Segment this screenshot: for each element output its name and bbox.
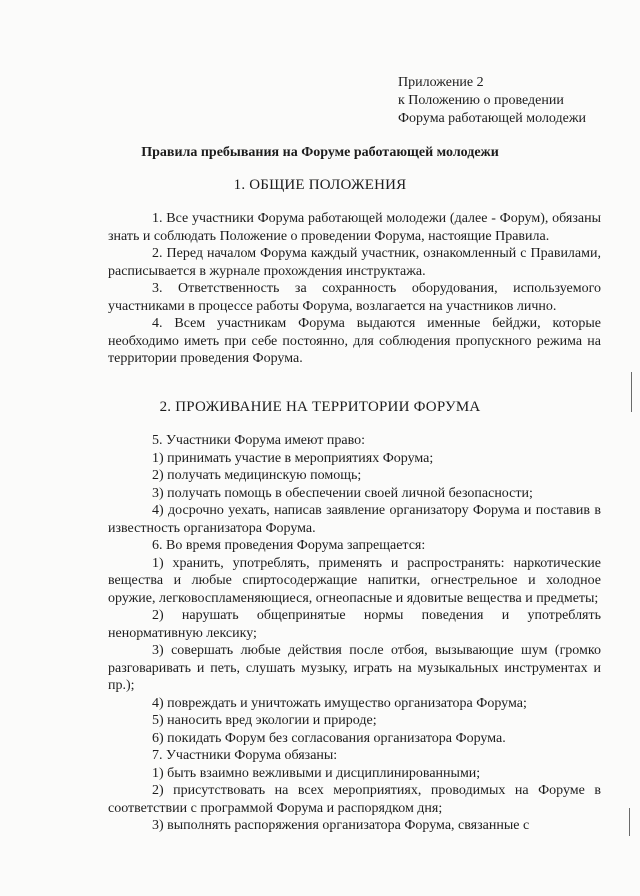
paragraph: 3. Ответственность за сохранность оборудования, используемого участниками в процессе работы Форума, возлагается на участников лично. <box>108 281 601 314</box>
appendix-block <box>398 74 586 128</box>
paragraph: 2. Перед началом Форума каждый участник, ознакомленный с Правилами, расписывается в журнале прохождения инструктажа. <box>108 246 601 279</box>
paragraph: 5) наносить вред экологии и природе; <box>152 713 377 728</box>
paragraph: 6. Во время проведения Форума запрещается: <box>152 538 426 553</box>
paragraph: 5. Участники Форума имеют право: <box>152 433 366 448</box>
paragraph: 3) получать помощь в обеспечении своей личной безопасности; <box>152 485 533 501</box>
paragraph: 1) принимать участие в мероприятиях Форума; <box>152 450 434 466</box>
paragraph: 4) повреждать и уничтожать имущество организатора Форума; <box>152 695 527 711</box>
scan-edge-mark <box>629 808 630 836</box>
paragraph: 7. Участники Форума обязаны: <box>152 748 338 763</box>
paragraph: 1. Все участники Форума работающей молодежи (далее - Форум), обязаны знать и соблюдать Положение о проведении Форума, настоящие Правила. <box>108 211 601 244</box>
section-1-heading: 1. ОБЩИЕ ПОЛОЖЕНИЯ <box>233 177 407 193</box>
paragraph: 2) нарушать общепринятые нормы поведения и употреблять ненормативную лексику; <box>108 608 601 641</box>
paragraph: 3) выполнять распоряжения организатора Форума, связанные с <box>152 818 530 833</box>
paragraph: 1) хранить, употреблять, применять и распространять: наркотические вещества и любые спиртосодержащие напитки, огнестрельное и холодное оружие, легковоспламеняющиеся, огнеопасные и ядовитые вещества и предметы; <box>108 555 601 606</box>
paragraph: 4. Всем участникам Форума выдаются именные бейджи, которые необходимо иметь при себе постоянно, для соблюдения пропускного режима на территории проведения Форума. <box>108 316 601 366</box>
paragraph: 2) получать медицинскую помощь; <box>152 468 362 483</box>
section-1-body <box>108 210 601 368</box>
paragraph: 6) покидать Форум без согласования организатора Форума. <box>152 730 506 746</box>
appendix-line-1: Приложение 2 <box>398 75 484 90</box>
scan-edge-mark <box>631 372 632 412</box>
paragraph: 2) присутствовать на всех мероприятиях, проводимых на Форуме в соответствии с программой Форума и распорядком дня; <box>108 783 601 816</box>
paragraph: 1) быть взаимно вежливыми и дисциплинированными; <box>152 765 481 781</box>
document-title: Правила пребывания на Форуме работающей молодежи <box>141 145 499 160</box>
section-2-body <box>108 432 601 835</box>
paragraph: 4) досрочно уехать, написав заявление организатору Форума и поставив в известность организатора Форума. <box>108 503 601 536</box>
section-2-heading: 2. ПРОЖИВАНИЕ НА ТЕРРИТОРИИ ФОРУМА <box>159 399 481 415</box>
appendix-line-2: к Положению о проведении <box>398 93 564 108</box>
appendix-line-3: Форума работающей молодежи <box>398 111 587 126</box>
paragraph: 3) совершать любые действия после отбоя, вызывающие шум (громко разговаривать и петь, слушать музыку, играть на музыкальных инструментах и пр.); <box>108 643 601 693</box>
